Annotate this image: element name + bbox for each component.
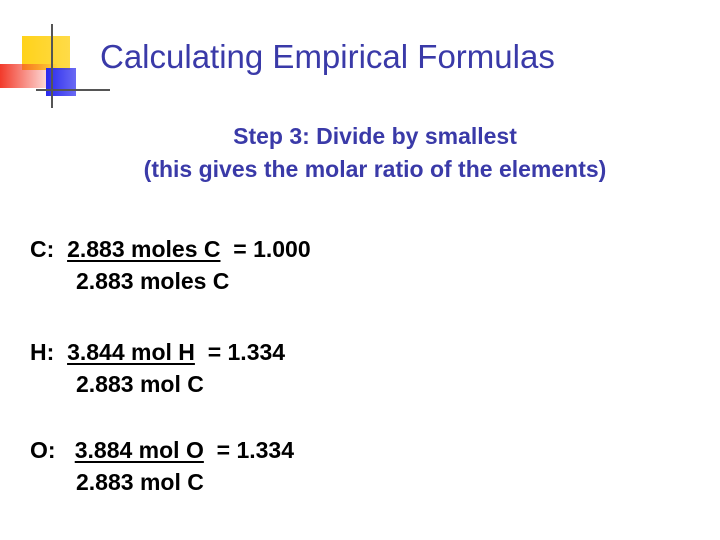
ratio-result: = 1.334	[216, 437, 295, 463]
element-label: O:	[30, 437, 56, 463]
carbon-calculation	[30, 233, 311, 297]
denominator: 2.883 moles C	[76, 268, 230, 294]
denominator: 2.883 mol C	[76, 371, 204, 397]
element-label: C:	[30, 236, 55, 262]
numerator: 3.884 mol O	[74, 437, 204, 463]
ratio-result: = 1.334	[207, 339, 286, 365]
hydrogen-numerator-line	[30, 336, 285, 368]
ratio-result: = 1.000	[233, 236, 311, 262]
step-heading: Step 3: Divide by smallest	[233, 123, 517, 149]
hydrogen-calculation	[30, 336, 285, 400]
numerator: 2.883 moles C	[67, 236, 221, 262]
oxygen-calculation	[30, 434, 294, 498]
oxygen-numerator-line	[30, 434, 294, 466]
numerator: 3.844 mol H	[67, 339, 195, 365]
carbon-numerator-line	[30, 233, 311, 265]
denominator: 2.883 mol C	[76, 469, 204, 495]
element-label: H:	[30, 339, 55, 365]
step-explanation: (this gives the molar ratio of the elements)	[143, 156, 607, 182]
deco-blue-square	[46, 68, 76, 96]
corner-decoration	[0, 0, 110, 115]
slide-title: Calculating Empirical Formulas	[100, 38, 555, 75]
